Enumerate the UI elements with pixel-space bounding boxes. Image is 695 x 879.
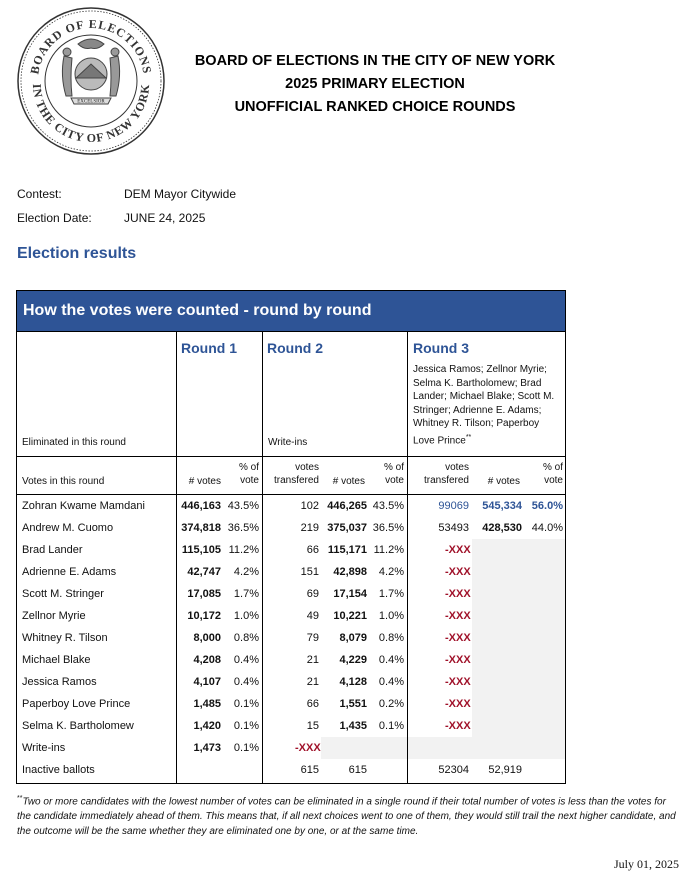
cell-r1v: 4,107 <box>193 676 221 688</box>
cell-r3t: 52304 <box>438 764 469 776</box>
cell-name: Inactive ballots <box>22 764 95 776</box>
cell-r1v: 42,747 <box>187 566 221 578</box>
cell-r2p: 4.2% <box>378 566 404 578</box>
cell-r3v: 52,919 <box>488 764 522 776</box>
round2-heading: Round 2 <box>267 340 323 356</box>
header-line2: 2025 PRIMARY ELECTION <box>285 76 465 92</box>
cell-r2v: 4,128 <box>339 676 367 688</box>
cell-r3v: 545,334 <box>482 500 522 512</box>
r1-votes-header: # votes <box>188 476 221 487</box>
cell-r1v: 8,000 <box>193 632 221 644</box>
r3-votes-header: # votes <box>487 476 520 487</box>
cell-r2v: 375,037 <box>327 522 367 534</box>
footnote-marker: ** <box>17 795 23 802</box>
cell-r3t: 53493 <box>438 522 469 534</box>
cell-r2t: 21 <box>306 654 319 666</box>
cell-r3t: -XXX <box>445 610 471 622</box>
seal-text-bottom: IN THE CITY OF NEW YORK <box>29 83 153 146</box>
cell-r1p: 1.0% <box>233 610 259 622</box>
r3-transfer-header: votes transfered <box>423 462 469 486</box>
cell-r3t: -XXX <box>445 676 471 688</box>
cell-r1p: 0.1% <box>233 698 259 710</box>
round2-eliminated: Write-ins <box>268 437 308 448</box>
cell-r3p: 56.0% <box>531 500 563 512</box>
round1-heading: Round 1 <box>181 340 237 356</box>
cell-r2t: 49 <box>306 610 319 622</box>
cell-r2v: 115,171 <box>327 544 367 556</box>
r2-transfer-header: votes transfered <box>273 462 319 486</box>
cell-r1v: 446,163 <box>181 500 221 512</box>
cell-r3p: 44.0% <box>531 522 563 534</box>
results-table <box>16 290 566 784</box>
table-title: How the votes were counted - round by round <box>17 291 565 332</box>
cell-r2v: 1,551 <box>339 698 367 710</box>
cell-r2p: 36.5% <box>372 522 404 534</box>
table-row <box>17 715 565 737</box>
table-row <box>17 561 565 583</box>
cell-r2v: 10,221 <box>333 610 367 622</box>
cell-r1v: 10,172 <box>187 610 221 622</box>
contest-label: Contest: <box>17 187 62 201</box>
cell-r2v: 446,265 <box>327 500 367 512</box>
r1-pct-header: % of vote <box>238 462 259 486</box>
cell-r2t: 69 <box>306 588 319 600</box>
eliminated-label: Eliminated in this round <box>22 437 126 448</box>
cell-r2v: 1,435 <box>339 720 367 732</box>
cell-r2p: 1.0% <box>378 610 404 622</box>
cell-r2v: 4,229 <box>339 654 367 666</box>
cell-r2t: -XXX <box>295 742 321 754</box>
cell-r2t: 219 <box>300 522 319 534</box>
round3-heading: Round 3 <box>413 340 469 356</box>
cell-r2t: 66 <box>306 544 319 556</box>
cell-name: Brad Lander <box>22 544 83 556</box>
cell-r2p: 11.2% <box>373 544 404 556</box>
r2-votes-header: # votes <box>332 476 365 487</box>
votes-in-round-label: Votes in this round <box>22 476 105 487</box>
cell-r2t: 615 <box>300 764 319 776</box>
table-row <box>17 605 565 627</box>
cell-r2t: 21 <box>306 676 319 688</box>
cell-r1p: 0.8% <box>233 632 259 644</box>
cell-name: Adrienne E. Adams <box>22 566 117 578</box>
document-date: July 01, 2025 <box>613 857 679 871</box>
cell-name: Zellnor Myrie <box>22 610 86 622</box>
cell-r2p: 0.1% <box>378 720 404 732</box>
cell-r2v: 8,079 <box>339 632 367 644</box>
cell-r3t: -XXX <box>445 654 471 666</box>
table-row <box>17 649 565 671</box>
cell-r2t: 15 <box>306 720 319 732</box>
table-row <box>17 737 565 759</box>
cell-name: Zohran Kwame Mamdani <box>22 500 145 512</box>
cell-r2p: 0.8% <box>378 632 404 644</box>
svg-text:IN THE CITY OF NEW YORK <box>30 83 152 145</box>
cell-r3t: -XXX <box>445 632 471 644</box>
cell-name: Andrew M. Cuomo <box>22 522 114 534</box>
seal-text-top: BOARD OF ELECTIONS <box>27 16 155 76</box>
cell-r2p: 43.5% <box>372 500 404 512</box>
cell-r2t: 151 <box>300 566 319 578</box>
table-round-header <box>17 332 565 457</box>
cell-r3t: -XXX <box>445 566 471 578</box>
seal-banner: EXCELSIOR <box>77 99 105 105</box>
r2-pct-header: % of vote <box>383 462 404 486</box>
cell-r2p: 0.2% <box>378 698 404 710</box>
contest-value: DEM Mayor Citywide <box>124 187 237 201</box>
footnote <box>17 791 682 839</box>
cell-r1p: 0.1% <box>233 742 259 754</box>
document-header <box>170 50 580 119</box>
election-date-label: Election Date: <box>17 211 92 225</box>
cell-r1p: 0.4% <box>233 654 259 666</box>
cell-r1v: 1,485 <box>193 698 221 710</box>
cell-r2p: 1.7% <box>378 588 404 600</box>
header-line3: UNOFFICIAL RANKED CHOICE ROUNDS <box>234 99 516 115</box>
cell-name: Michael Blake <box>22 654 91 666</box>
table-row <box>17 693 565 715</box>
cell-r2v: 615 <box>348 764 367 776</box>
table-row <box>17 495 565 517</box>
section-title: Election results <box>17 245 137 262</box>
cell-name: Jessica Ramos <box>22 676 97 688</box>
table-column-header <box>17 457 565 495</box>
table-row <box>17 517 565 539</box>
r3-pct-header: % of vote <box>542 462 563 486</box>
cell-name: Selma K. Bartholomew <box>22 720 134 732</box>
cell-r1p: 11.2% <box>228 544 259 556</box>
cell-r1v: 17,085 <box>187 588 221 600</box>
footnote-marker: ** <box>465 433 472 441</box>
election-date-value: JUNE 24, 2025 <box>124 211 206 225</box>
header-line1: BOARD OF ELECTIONS IN THE CITY OF NEW YORK <box>194 53 556 69</box>
cell-r1p: 0.1% <box>233 720 259 732</box>
cell-r2p: 0.4% <box>378 654 404 666</box>
cell-name: Write-ins <box>22 742 66 754</box>
cell-r1p: 36.5% <box>227 522 259 534</box>
table-body <box>17 495 565 783</box>
table-row <box>17 583 565 605</box>
cell-r2v: 17,154 <box>333 588 367 600</box>
table-row <box>17 539 565 561</box>
cell-r1v: 1,473 <box>193 742 221 754</box>
cell-r2v: 42,898 <box>333 566 367 578</box>
cell-name: Paperboy Love Prince <box>22 698 131 710</box>
board-of-elections-seal <box>16 6 166 156</box>
cell-r1v: 1,420 <box>193 720 221 732</box>
cell-r1v: 4,208 <box>193 654 221 666</box>
round3-eliminated: Jessica Ramos; Zellnor Myrie; Selma K. Bartholomew; Brad Lander; Michael Blake; Scott M. Stringer; Adrienne E. Adams; Whitney R. Tilson; Paperboy Love Prince** <box>413 364 555 446</box>
cell-r3t: -XXX <box>445 698 471 710</box>
table-row <box>17 759 565 781</box>
footnote-text: Two or more candidates with the lowest number of votes can be eliminated in a single round if their total number of votes is less than the votes for the candidate immediately ahead of them. This means that, if all next choices went to one of them, they would still trail the next higher candidate, and the outcome will be the same whether they are eliminated one by one, or at the same time. <box>17 796 676 838</box>
cell-r3t: -XXX <box>445 544 471 556</box>
cell-name: Scott M. Stringer <box>22 588 104 600</box>
cell-r2t: 66 <box>306 698 319 710</box>
table-row <box>17 627 565 649</box>
cell-r1v: 374,818 <box>181 522 221 534</box>
cell-name: Whitney R. Tilson <box>22 632 108 644</box>
cell-r2t: 79 <box>306 632 319 644</box>
cell-r1p: 1.7% <box>233 588 259 600</box>
cell-r2t: 102 <box>300 500 319 512</box>
cell-r1p: 0.4% <box>233 676 259 688</box>
cell-r1p: 4.2% <box>233 566 259 578</box>
cell-r3t: -XXX <box>445 588 471 600</box>
table-row <box>17 671 565 693</box>
cell-r3t: 99069 <box>438 500 469 512</box>
cell-r1v: 115,105 <box>181 544 221 556</box>
cell-r1p: 43.5% <box>227 500 259 512</box>
cell-r2p: 0.4% <box>378 676 404 688</box>
cell-r3t: -XXX <box>445 720 471 732</box>
cell-r3v: 428,530 <box>482 522 522 534</box>
